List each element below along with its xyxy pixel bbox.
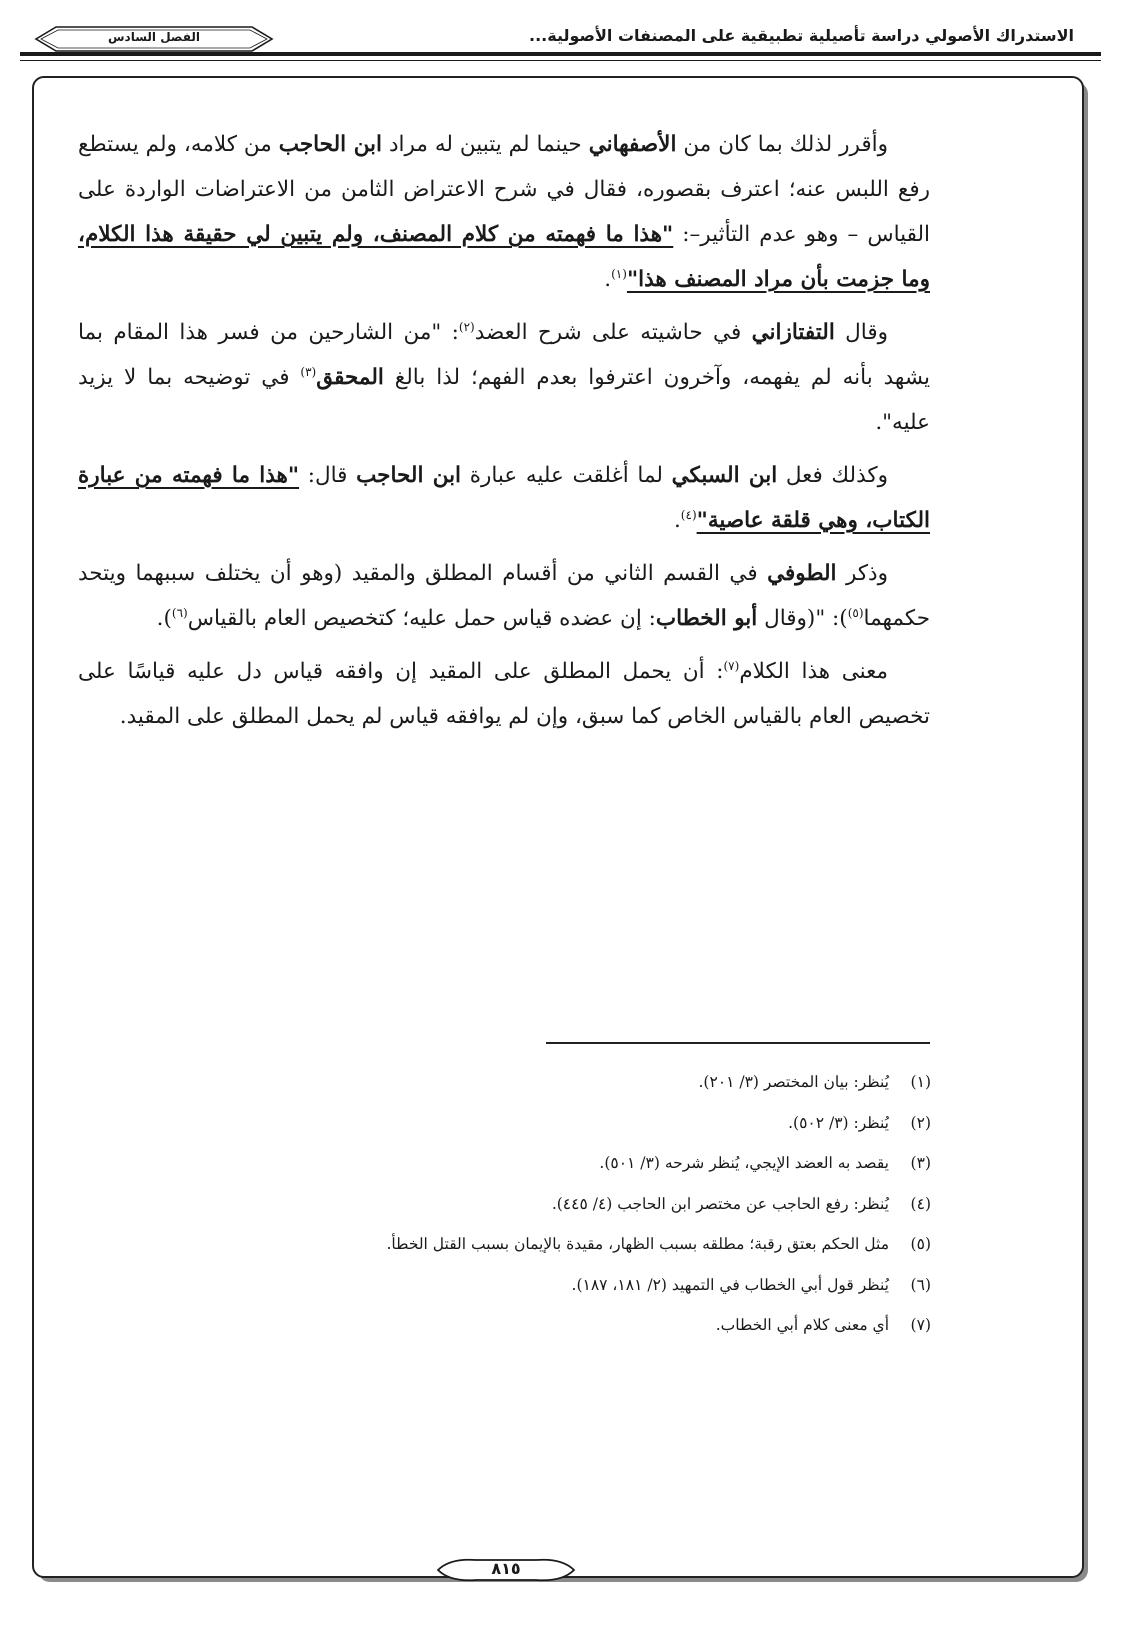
footnote-number: (٣) — [910, 1154, 931, 1172]
bold-name: ابن الحاجب — [356, 463, 462, 488]
footnote-item — [131, 1113, 931, 1133]
footnote-item — [131, 1194, 931, 1214]
text-run: من كلامه، ولم يستطع رفع اللبس عنه؛ اعترف بقصوره، فقال في شرح الاعتراض الثامن من الاعتراضات الواردة على القياس – وهو عدم التأثير–: — [78, 132, 931, 247]
page-number-badge — [436, 1556, 576, 1584]
footnote-text: يُنظر: بيان المختصر (٣/ ٢٠١). — [698, 1073, 889, 1091]
quotation: "هذا ما فهمته من عبارة الكتاب، وهي قلقة عاصية" — [78, 463, 930, 533]
footnote-ref: (١) — [611, 266, 627, 281]
text-run: في توضيحه بما لا يزيد عليه". — [78, 365, 930, 435]
footnote-item — [131, 1315, 931, 1335]
footnote-ref: (٤) — [680, 507, 697, 522]
footnote-number: (٥) — [910, 1235, 931, 1253]
footnote-ref: (٦) — [171, 605, 188, 620]
bold-name: المحقق — [316, 365, 384, 390]
footnote-text: يُنظر قول أبي الخطاب في التمهيد (٢/ ١٨١، ١٨٧). — [571, 1275, 889, 1294]
footnote-text: يُنظر: (٣/ ٥٠٢). — [788, 1113, 889, 1132]
bold-name: الأصفهاني — [588, 132, 677, 157]
paragraph — [78, 122, 930, 302]
text-run: وذكر — [836, 561, 889, 586]
bold-name: التفتازاني — [751, 320, 835, 345]
footnote-ref: (٥) — [847, 605, 864, 620]
footnote-text: أي معنى كلام أبي الخطاب. — [715, 1316, 889, 1334]
text-run: في القسم الثاني من أقسام المطلق والمقيد (وهو أن يختلف سببهما ويتحد حكمهما — [78, 561, 930, 631]
footnote-item — [131, 1153, 931, 1173]
text-run: ): "(وقال — [757, 606, 848, 631]
page-header — [20, 14, 1100, 64]
text-run: : إن عضده قياس حمل عليه؛ كتخصيص العام بالقياس — [187, 606, 656, 631]
footnote-item — [131, 1275, 931, 1295]
paragraph — [78, 649, 930, 739]
text-run: قال: — [299, 463, 357, 488]
footnote-ref: (٢) — [458, 319, 475, 334]
paragraph — [78, 453, 930, 543]
text-run: ). — [156, 606, 172, 631]
text-run: لما أغلقت عليه عبارة — [461, 463, 672, 488]
chapter-badge — [34, 24, 274, 54]
bold-name: أبو الخطاب — [655, 606, 758, 631]
text-run: . — [604, 267, 612, 292]
paragraph — [78, 310, 930, 445]
bold-name: الطوفي — [767, 561, 837, 586]
footnote-number: (١) — [910, 1073, 931, 1091]
body-text — [78, 122, 930, 747]
text-run: وأقرر لذلك بما كان من — [676, 132, 889, 157]
footnote-ref: (٣) — [300, 364, 317, 379]
text-run: وكذلك فعل — [777, 463, 888, 488]
footnote-text: يقصد به العضد الإيجي، يُنظر شرحه (٣/ ٥٠١). — [599, 1154, 889, 1172]
footnote-item — [131, 1072, 931, 1092]
footnote-number: (٤) — [910, 1194, 931, 1213]
text-run: في حاشيته على شرح العضد — [474, 320, 752, 345]
text-run: . — [673, 508, 681, 533]
footnote-item — [131, 1234, 931, 1254]
bold-name: ابن الحاجب — [278, 132, 383, 157]
header-rule-thin — [20, 60, 1101, 61]
header-rule-thick — [20, 52, 1101, 56]
quotation: "هذا ما فهمته من كلام المصنف، ولم يتبين لي حقيقة هذا الكلام، وما جزمت بأن مراد المصنف هذا" — [78, 222, 930, 292]
footnote-text: يُنظر: رفع الحاجب عن مختصر ابن الحاجب (٤/ ٤٤٥). — [551, 1194, 889, 1213]
page-number: ٨١٥ — [491, 1559, 521, 1578]
footnote-number: (٢) — [910, 1113, 931, 1132]
footnote-number: (٧) — [910, 1316, 931, 1334]
text-run: حينما لم يتبين له مراد — [382, 132, 589, 157]
bold-name: ابن السبكي — [671, 463, 778, 488]
chapter-title: الفصل السادس — [107, 30, 201, 44]
paragraph — [78, 551, 930, 641]
book-title: الاستدراك الأصولي دراسة تأصيلية تطبيقية على المصنفات الأصولية... — [529, 26, 1074, 45]
text-run: وقال — [834, 320, 889, 345]
footnote-ref: (٧) — [723, 658, 740, 673]
text-run: : "من الشارحين من فسر هذا المقام بما يشهد بأنه لم يفهمه، وآخرون اعترفوا بعدم الفهم؛ لذا بالغ — [78, 320, 930, 390]
footnote-number: (٦) — [910, 1275, 931, 1294]
footnote-separator — [546, 1042, 930, 1044]
text-run: : أن يحمل المطلق على المقيد إن وافقه قياس دل عليه قياسًا على تخصيص العام بالقياس الخاص كما سبق، وإن لم يوافقه قياس لم يحمل المطلق على المقيد. — [78, 659, 930, 729]
footnotes — [131, 1072, 931, 1356]
text-run: معنى هذا الكلام — [739, 659, 888, 684]
footnote-text: مثل الحكم بعتق رقبة؛ مطلقه بسبب الظهار، مقيدة بالإيمان بسبب القتل الخطأ. — [386, 1235, 889, 1253]
